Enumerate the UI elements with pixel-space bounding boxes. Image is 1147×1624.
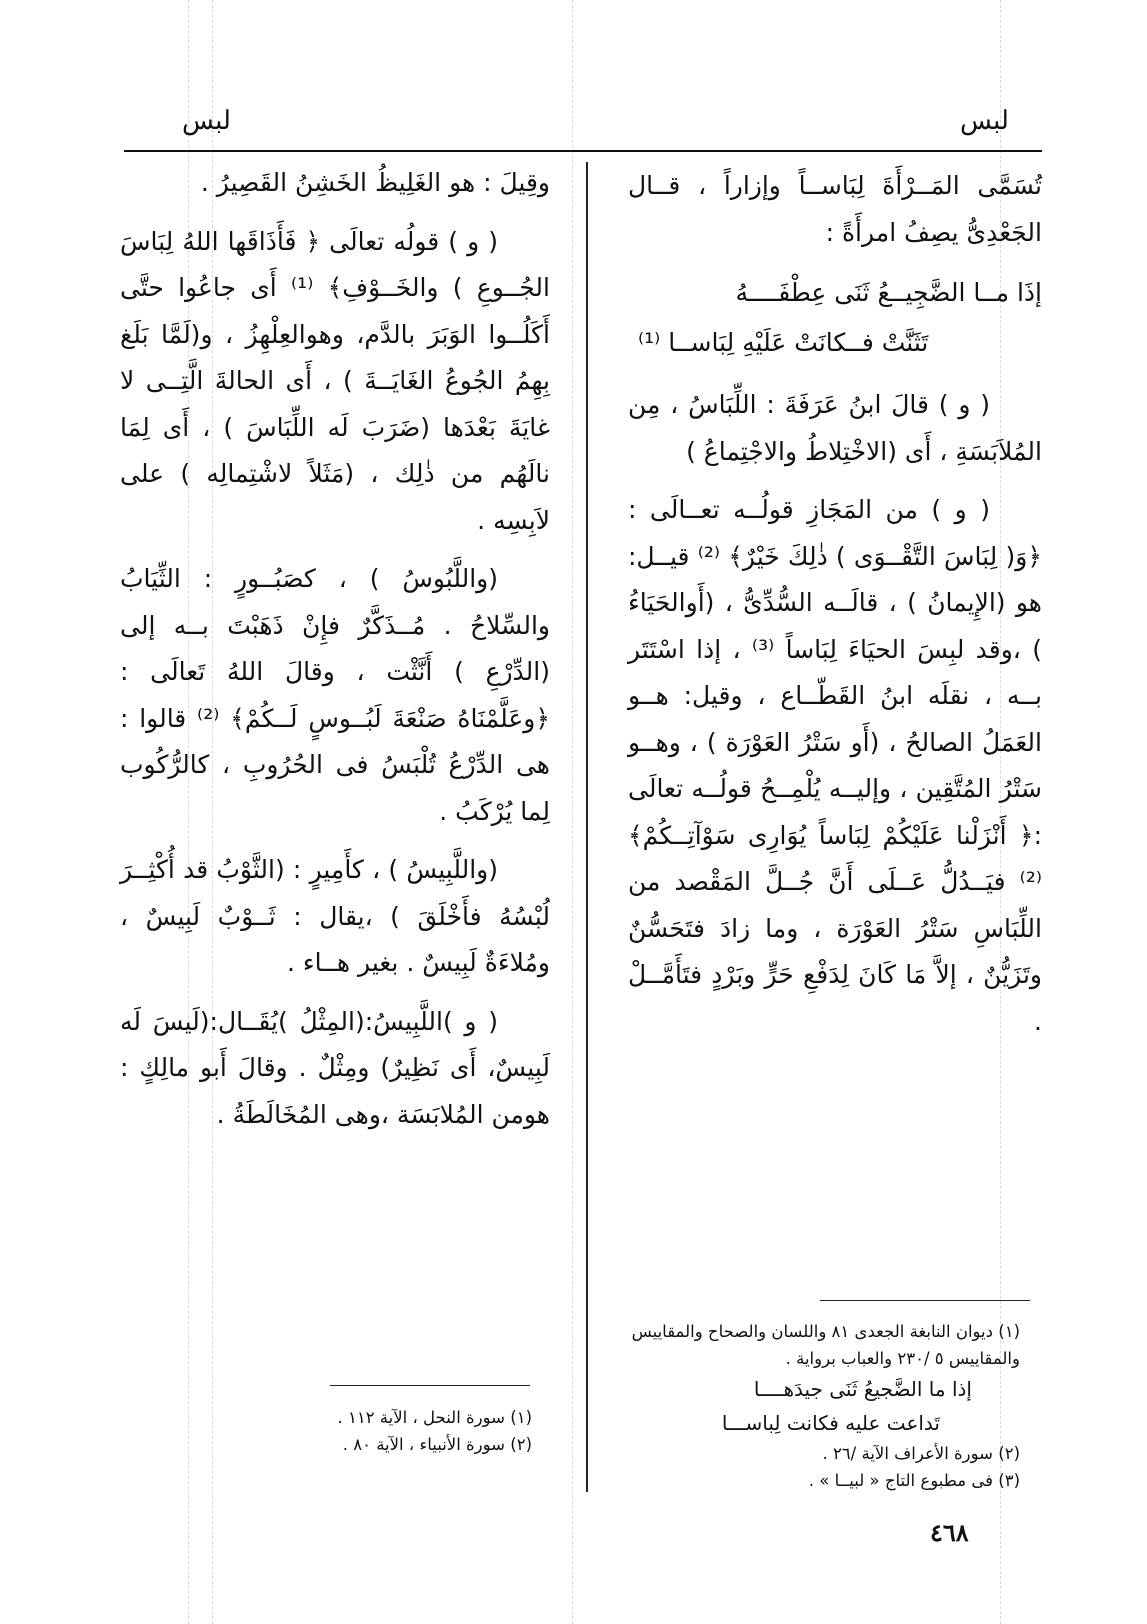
footnotes-right <box>600 1318 1020 1494</box>
page-number: ٤٦٨ <box>930 1518 969 1547</box>
left-paragraph-3: (واللَّبُوسُ ) ، كصَبُــورٍ : الثِّيَابُ والسِّلاحُ . مُــذَكَّرٌ فإِنْ ذَهَبْتَ بــه إلى (الدِّرْعِ ) أَنَّثْت ، وقالَ اللهُ تَعالَى : ﴿وعَلَّمْنَاهُ صَنْعَةَ لَبُــوسٍ لَــكُمْ﴾ ⁽²⁾ قالوا : هى الدِّرْعُ تُلْبَسُ فى الحُرُوبِ ، كالرُّكُوب لِما يُرْكَبُ . <box>120 564 550 826</box>
right-paragraph-2: ( و ) قالَ ابنُ عَرَفَةَ : اللِّبَاسُ ، مِن المُلاَبَسَةِ ، أَى (الاخْتِلاطُ والاجْتِماعُ ) <box>628 390 1042 466</box>
footnote-right-1: (١) ديوان النابغة الجعدى ٨١ واللسان والصحاح والمقاييس والمقاييس ٥ /٢٣٠ والعباب برواية . <box>631 1322 1020 1368</box>
right-paragraph-3: ( و ) من المَجَازِ قولُــه تعــالَى : ﴿وَ( لِبَاسَ التَّقْــوَى ) ذٰلِكَ خَيْرٌ﴾ ⁽²⁾ قيــل: هو (الإِيمانُ ) ، قالَــه السُّدِّىُّ ، (أَوالحَيَاءُ ) ،وقد لبِسَ الحيَاءَ لِبَاساً ⁽³⁾ ، إذا اسْتَتَر بــه ، نقلَه ابنُ القَطّــاع ، وقيل: هــو العَمَلُ الصالحُ ، (أَو سَتْرُ العَوْرَة ) ، وهــو سَتْرُ المُتَّقِين ، وإليــه يُلْمِــحُ قولُــه تعالَى :﴿ أَنْزَلْنا عَلَيْكُمْ لِبَاساً يُوَارِى سَوْآتِــكُمْ﴾ ⁽²⁾ فيَــدُلُّ عَــلَى أَنَّ جُــلَّ المَقْصد من اللِّبَاسِ سَتْرُ العَوْرَة ، وما زادَ فتَحَسُّنٌ وتَزَيُّنٌ ، إلاَّ مَا كَانَ لِدَفْعِ حَرٍّ وبَرْدٍ فتَأَمَّــلْ . <box>628 495 1042 1036</box>
footnote-right-3: (٣) فى مطبوع التاج « لبيــا » . <box>808 1471 1020 1490</box>
verse-hemistich-1: إذَا مــا الضَّجِيــعُ ثَنَى عِطْفَــــهُ <box>735 278 1042 307</box>
left-paragraph-1: وقِيلَ : هو الغَلِيظُ الخَشِنُ القَصِيرُ . <box>200 168 550 197</box>
running-header-left: لبس <box>182 106 231 136</box>
footnote-verse-line-1: إذا ما الضَّجيعُ ثَنَى جيدَهــــا <box>753 1377 972 1401</box>
footnote-verse-line-2: تَداعت عليه فكانت لِباســـا <box>721 1411 940 1435</box>
footnote-rule-left <box>330 1385 530 1386</box>
header-rule <box>124 150 1042 152</box>
right-column <box>628 163 1042 1045</box>
column-divider <box>586 162 588 1492</box>
left-paragraph-2: ( و ) قولُه تعالَى ﴿ فَأَذَاقَها اللهُ لِبَاسَ الجُــوعِ ) والخَــوْفِ﴾ ⁽¹⁾ أَى جاعُوا حتَّى أَكَلُــوا الوَبَرَ بالدَّم، وهوالعِلْهِزُ ، و(لَمَّا بَلَغ بِهِمُ الجُوعُ الغَايَــةَ ) ، أَى الحالةَ الَّتِــى لا غايَةَ بَعْدَها (ضَرَبَ لَه اللِّبَاسَ ) ، أَى لِمَا نالَهُم من ذٰلِك ، (مَثَلاً لاشْتِمالِه ) على لاَبِسِه . <box>120 226 550 535</box>
footnote-left-2: (٢) سورة الأنبياء ، الآية ٨٠ . <box>342 1435 532 1454</box>
poetry-verse <box>628 268 1042 368</box>
footnote-rule-right <box>820 1300 1030 1301</box>
left-column <box>120 160 550 1138</box>
left-paragraph-4: (واللَّبِيسُ ) ، كأَمِيرٍ : (الثَّوْبُ قد أُكْثِــرَ لُبْسُهُ فأَخْلَقَ ) ،يقال : ثَــوْبٌ لَبِيسٌ ، ومُلاءَةٌ لَبِيسٌ . بغير هــاء . <box>120 855 550 977</box>
verse-hemistich-2: تَثَنَّتْ فــكانَتْ عَلَيْهِ لِبَاســا ⁽¹⁾ <box>638 328 929 357</box>
footnote-left-1: (١) سورة النحل ، الآية ١١٢ . <box>337 1408 532 1427</box>
left-paragraph-5: ( و )اللَّبِيسُ:(المِثْلُ )يُقَــال:(لَيسَ لَه لَبِيسٌ، أَى نَظِيرٌ) ومِثْلٌ . وقالَ أَبو مالِكٍ : هومن المُلابَسَة ،وهى المُخَالَطَةُ . <box>120 1006 550 1129</box>
footnote-verse <box>600 1372 1020 1440</box>
footnotes-left <box>270 1404 532 1458</box>
running-header-right: لبس <box>960 106 1009 136</box>
footnote-right-2: (٢) سورة الأعراف الآية /٢٦ . <box>822 1444 1020 1463</box>
right-paragraph-1: تُسَمَّى المَــرْأَةَ لِبَاســاً وإزاراً ، قــال الجَعْدِىُّ يصِفُ امرأَةً : <box>628 171 1042 247</box>
scan-guide-line <box>572 0 573 1624</box>
